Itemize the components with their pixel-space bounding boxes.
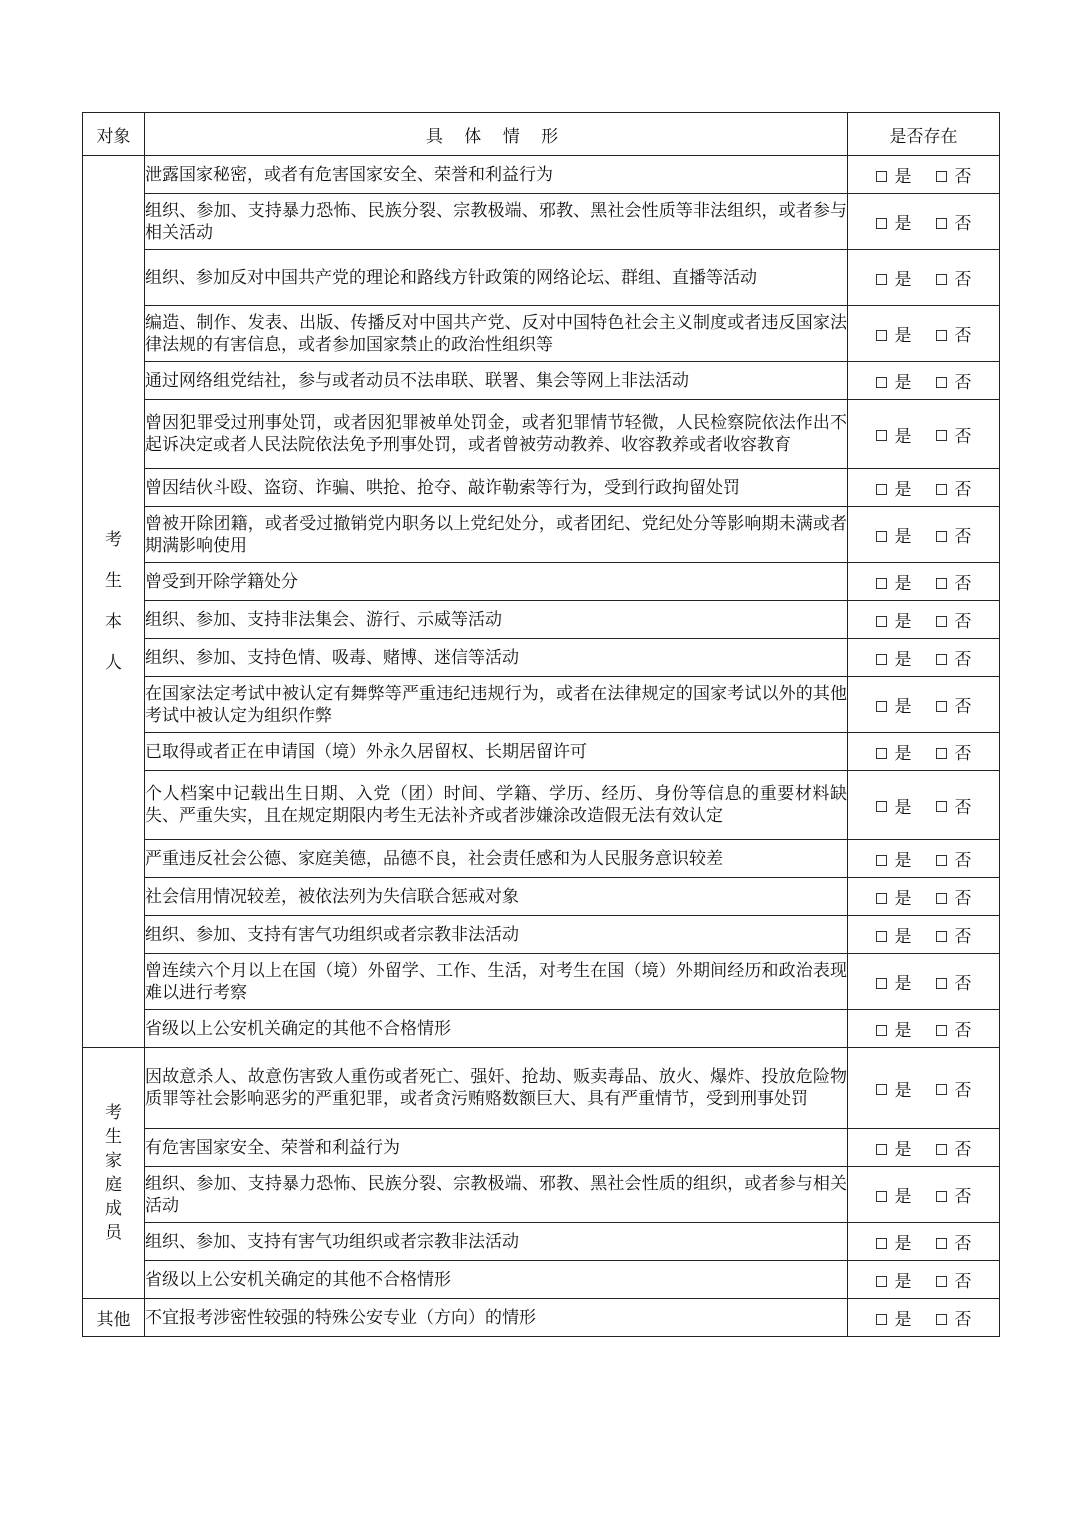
checkbox-icon[interactable] bbox=[876, 430, 887, 441]
yes-option[interactable] bbox=[876, 265, 912, 290]
table-header-row bbox=[83, 113, 1000, 156]
yes-option[interactable] bbox=[876, 422, 912, 447]
table-row bbox=[83, 1167, 1000, 1223]
checkbox-icon[interactable] bbox=[876, 978, 887, 989]
yes-label: 是 bbox=[894, 1080, 912, 1101]
yes-label: 是 bbox=[894, 426, 912, 447]
checkbox-icon[interactable] bbox=[936, 893, 947, 904]
yes-label: 是 bbox=[894, 214, 912, 234]
yes-label: 是 bbox=[894, 480, 912, 500]
checkbox-icon[interactable] bbox=[936, 578, 947, 589]
checkbox-icon[interactable] bbox=[936, 330, 947, 341]
checkbox-icon[interactable] bbox=[876, 531, 887, 542]
no-option[interactable] bbox=[936, 884, 972, 909]
no-label: 否 bbox=[954, 1234, 972, 1254]
group-label-text: 考生本人 bbox=[105, 529, 122, 673]
checkbox-icon[interactable] bbox=[936, 1144, 947, 1155]
no-label: 否 bbox=[954, 927, 972, 947]
yes-option[interactable] bbox=[876, 1135, 912, 1160]
group-label-other: 其他 bbox=[83, 1299, 145, 1337]
checkbox-icon[interactable] bbox=[876, 1238, 887, 1249]
yes-label: 是 bbox=[894, 1021, 912, 1041]
answer-cell bbox=[848, 639, 1000, 677]
answer-cell bbox=[848, 469, 1000, 507]
answer-cell bbox=[848, 601, 1000, 639]
situation-text: 组织、参加、支持色情、吸毒、赌博、迷信等活动 bbox=[145, 639, 848, 677]
yes-label: 是 bbox=[894, 574, 912, 594]
no-label: 否 bbox=[954, 1310, 972, 1330]
checkbox-icon[interactable] bbox=[876, 1191, 887, 1202]
no-label: 否 bbox=[954, 974, 972, 994]
checkbox-icon[interactable] bbox=[936, 748, 947, 759]
checkbox-icon[interactable] bbox=[936, 171, 947, 182]
yes-option[interactable] bbox=[876, 884, 912, 909]
group-label-family bbox=[83, 1048, 145, 1299]
checkbox-icon[interactable] bbox=[936, 274, 947, 285]
answer-cell bbox=[848, 156, 1000, 194]
group-label-text: 考生家庭成员 bbox=[105, 1103, 122, 1243]
situation-text: 社会信用情况较差，被依法列为失信联合惩戒对象 bbox=[145, 878, 848, 916]
no-option[interactable] bbox=[936, 1267, 972, 1292]
table-row bbox=[83, 1261, 1000, 1299]
table-row bbox=[83, 156, 1000, 194]
yes-label: 是 bbox=[894, 270, 912, 290]
checkbox-icon[interactable] bbox=[936, 484, 947, 495]
checkbox-icon[interactable] bbox=[936, 801, 947, 812]
situation-text: 严重违反社会公德、家庭美德，品德不良，社会责任感和为人民服务意识较差 bbox=[145, 840, 848, 878]
checkbox-icon[interactable] bbox=[936, 531, 947, 542]
no-option[interactable] bbox=[936, 1229, 972, 1254]
checkbox-icon[interactable] bbox=[936, 616, 947, 627]
no-option[interactable] bbox=[936, 162, 972, 187]
answer-cell bbox=[848, 771, 1000, 840]
yes-label: 是 bbox=[894, 927, 912, 947]
checkbox-icon[interactable] bbox=[936, 1025, 947, 1036]
checkbox-icon[interactable] bbox=[936, 654, 947, 665]
table-row bbox=[83, 916, 1000, 954]
checkbox-icon[interactable] bbox=[936, 701, 947, 712]
yes-option[interactable] bbox=[876, 1076, 912, 1101]
checkbox-icon[interactable] bbox=[936, 1191, 947, 1202]
answer-cell bbox=[848, 400, 1000, 469]
checkbox-icon[interactable] bbox=[936, 218, 947, 229]
no-label: 否 bbox=[954, 612, 972, 632]
answer-cell bbox=[848, 250, 1000, 306]
no-option[interactable] bbox=[936, 475, 972, 500]
no-option[interactable] bbox=[936, 1016, 972, 1041]
table-row bbox=[83, 194, 1000, 250]
no-option[interactable] bbox=[936, 692, 972, 717]
checkbox-icon[interactable] bbox=[876, 701, 887, 712]
table-row bbox=[83, 601, 1000, 639]
answer-cell bbox=[848, 1129, 1000, 1167]
yes-label: 是 bbox=[894, 527, 912, 547]
checkbox-icon[interactable] bbox=[876, 218, 887, 229]
no-option[interactable] bbox=[936, 1305, 972, 1330]
no-label: 否 bbox=[954, 527, 972, 547]
no-option[interactable] bbox=[936, 969, 972, 994]
checkbox-icon[interactable] bbox=[936, 1084, 947, 1095]
no-label: 否 bbox=[954, 1140, 972, 1160]
checkbox-icon[interactable] bbox=[876, 1025, 887, 1036]
table-row bbox=[83, 250, 1000, 306]
no-option[interactable] bbox=[936, 1182, 972, 1207]
header-situation bbox=[145, 113, 848, 156]
yes-option[interactable] bbox=[876, 607, 912, 632]
yes-label: 是 bbox=[894, 650, 912, 670]
checkbox-icon[interactable] bbox=[876, 171, 887, 182]
table-row bbox=[83, 507, 1000, 563]
yes-option[interactable] bbox=[876, 692, 912, 717]
yes-label: 是 bbox=[894, 697, 912, 717]
answer-cell bbox=[848, 840, 1000, 878]
answer-cell bbox=[848, 1048, 1000, 1129]
no-option[interactable] bbox=[936, 1135, 972, 1160]
situation-text: 个人档案中记载出生日期、入党（团）时间、学籍、学历、经历、身份等信息的重要材料缺失、严重失实，且在规定期限内考生无法补齐或者涉嫌涂改造假无法有效认定 bbox=[145, 771, 848, 840]
checkbox-icon[interactable] bbox=[876, 654, 887, 665]
yes-option[interactable] bbox=[876, 1267, 912, 1292]
checkbox-icon[interactable] bbox=[876, 616, 887, 627]
group-label-candidate bbox=[83, 156, 145, 1048]
no-option[interactable] bbox=[936, 739, 972, 764]
situation-text: 已取得或者正在申请国（境）外永久居留权、长期居留许可 bbox=[145, 733, 848, 771]
situation-text: 组织、参加、支持暴力恐怖、民族分裂、宗教极端、邪教、黑社会性质等非法组织，或者参与相关活动 bbox=[145, 194, 848, 250]
yes-option[interactable] bbox=[876, 475, 912, 500]
yes-label: 是 bbox=[894, 1234, 912, 1254]
yes-label: 是 bbox=[894, 851, 912, 871]
yes-option[interactable] bbox=[876, 793, 912, 818]
table-row bbox=[83, 1223, 1000, 1261]
situation-text: 组织、参加、支持有害气功组织或者宗教非法活动 bbox=[145, 916, 848, 954]
checkbox-icon[interactable] bbox=[876, 1314, 887, 1325]
no-option[interactable] bbox=[936, 607, 972, 632]
situation-text: 不宜报考涉密性较强的特殊公安专业（方向）的情形 bbox=[145, 1299, 848, 1337]
table-row bbox=[83, 306, 1000, 362]
checkbox-icon[interactable] bbox=[876, 801, 887, 812]
yes-label: 是 bbox=[894, 889, 912, 909]
no-label: 否 bbox=[954, 1187, 972, 1207]
yes-option[interactable] bbox=[876, 522, 912, 547]
checkbox-icon[interactable] bbox=[936, 978, 947, 989]
table-row bbox=[83, 954, 1000, 1010]
situation-text: 组织、参加、支持暴力恐怖、民族分裂、宗教极端、邪教、黑社会性质的组织，或者参与相关活动 bbox=[145, 1167, 848, 1223]
table-row bbox=[83, 1129, 1000, 1167]
checkbox-icon[interactable] bbox=[876, 893, 887, 904]
no-option[interactable] bbox=[936, 209, 972, 234]
situation-text: 泄露国家秘密，或者有危害国家安全、荣誉和利益行为 bbox=[145, 156, 848, 194]
yes-option[interactable] bbox=[876, 321, 912, 346]
yes-label: 是 bbox=[894, 744, 912, 764]
no-option[interactable] bbox=[936, 569, 972, 594]
no-label: 否 bbox=[954, 574, 972, 594]
checkbox-icon[interactable] bbox=[936, 1314, 947, 1325]
checkbox-icon[interactable] bbox=[876, 330, 887, 341]
yes-option[interactable] bbox=[876, 1182, 912, 1207]
answer-cell bbox=[848, 1261, 1000, 1299]
checkbox-icon[interactable] bbox=[876, 855, 887, 866]
table-row bbox=[83, 1299, 1000, 1337]
checkbox-icon[interactable] bbox=[936, 1276, 947, 1287]
table-row bbox=[83, 1048, 1000, 1129]
header-situation-text: 具 体 情 形 bbox=[425, 126, 567, 147]
no-label: 否 bbox=[954, 326, 972, 346]
yes-option[interactable] bbox=[876, 846, 912, 871]
checkbox-icon[interactable] bbox=[876, 931, 887, 942]
table-row bbox=[83, 771, 1000, 840]
table-row bbox=[83, 563, 1000, 601]
checkbox-icon[interactable] bbox=[936, 1238, 947, 1249]
checkbox-icon[interactable] bbox=[936, 931, 947, 942]
answer-cell bbox=[848, 916, 1000, 954]
no-label: 否 bbox=[954, 797, 972, 818]
no-option[interactable] bbox=[936, 793, 972, 818]
no-option[interactable] bbox=[936, 321, 972, 346]
yes-option[interactable] bbox=[876, 969, 912, 994]
yes-label: 是 bbox=[894, 1310, 912, 1330]
table-row bbox=[83, 639, 1000, 677]
yes-option[interactable] bbox=[876, 1229, 912, 1254]
answer-cell bbox=[848, 1299, 1000, 1337]
header-exists: 是否存在 bbox=[848, 113, 1000, 156]
yes-label: 是 bbox=[894, 612, 912, 632]
situation-text: 组织、参加、支持有害气功组织或者宗教非法活动 bbox=[145, 1223, 848, 1261]
no-option[interactable] bbox=[936, 922, 972, 947]
situation-text: 组织、参加、支持非法集会、游行、示威等活动 bbox=[145, 601, 848, 639]
no-option[interactable] bbox=[936, 265, 972, 290]
answer-cell bbox=[848, 507, 1000, 563]
yes-option[interactable] bbox=[876, 569, 912, 594]
no-label: 否 bbox=[954, 214, 972, 234]
yes-label: 是 bbox=[894, 797, 912, 818]
political-review-form-table bbox=[82, 112, 1000, 1337]
situation-text: 曾连续六个月以上在国（境）外留学、工作、生活，对考生在国（境）外期间经历和政治表现难以进行考察 bbox=[145, 954, 848, 1010]
no-label: 否 bbox=[954, 426, 972, 447]
situation-text: 组织、参加反对中国共产党的理论和路线方针政策的网络论坛、群组、直播等活动 bbox=[145, 250, 848, 306]
no-label: 否 bbox=[954, 889, 972, 909]
yes-label: 是 bbox=[894, 1140, 912, 1160]
yes-label: 是 bbox=[894, 167, 912, 187]
no-option[interactable] bbox=[936, 645, 972, 670]
table-row bbox=[83, 362, 1000, 400]
yes-label: 是 bbox=[894, 373, 912, 393]
situation-text: 有危害国家安全、荣誉和利益行为 bbox=[145, 1129, 848, 1167]
checkbox-icon[interactable] bbox=[936, 430, 947, 441]
situation-text: 编造、制作、发表、出版、传播反对中国共产党、反对中国特色社会主义制度或者违反国家法律法规的有害信息，或者参加国家禁止的政治性组织等 bbox=[145, 306, 848, 362]
yes-option[interactable] bbox=[876, 645, 912, 670]
table-row bbox=[83, 469, 1000, 507]
yes-label: 是 bbox=[894, 1272, 912, 1292]
checkbox-icon[interactable] bbox=[936, 377, 947, 388]
no-option[interactable] bbox=[936, 422, 972, 447]
no-label: 否 bbox=[954, 697, 972, 717]
yes-label: 是 bbox=[894, 1187, 912, 1207]
yes-option[interactable] bbox=[876, 922, 912, 947]
answer-cell bbox=[848, 733, 1000, 771]
yes-option[interactable] bbox=[876, 1016, 912, 1041]
table-row bbox=[83, 733, 1000, 771]
no-option[interactable] bbox=[936, 522, 972, 547]
checkbox-icon[interactable] bbox=[876, 1084, 887, 1095]
situation-text: 因故意杀人、故意伤害致人重伤或者死亡、强奸、抢劫、贩卖毒品、放火、爆炸、投放危险物质罪等社会影响恶劣的严重犯罪，或者贪污贿赂数额巨大、具有严重情节，受到刑事处罚 bbox=[145, 1048, 848, 1129]
no-label: 否 bbox=[954, 270, 972, 290]
no-label: 否 bbox=[954, 1272, 972, 1292]
no-label: 否 bbox=[954, 480, 972, 500]
no-label: 否 bbox=[954, 851, 972, 871]
no-option[interactable] bbox=[936, 368, 972, 393]
yes-label: 是 bbox=[894, 326, 912, 346]
answer-cell bbox=[848, 306, 1000, 362]
situation-text: 在国家法定考试中被认定有舞弊等严重违纪违规行为，或者在法律规定的国家考试以外的其他考试中被认定为组织作弊 bbox=[145, 677, 848, 733]
situation-text: 曾因结伙斗殴、盗窃、诈骗、哄抢、抢夺、敲诈勒索等行为，受到行政拘留处罚 bbox=[145, 469, 848, 507]
no-label: 否 bbox=[954, 650, 972, 670]
checkbox-icon[interactable] bbox=[876, 274, 887, 285]
yes-option[interactable] bbox=[876, 162, 912, 187]
checkbox-icon[interactable] bbox=[876, 578, 887, 589]
checkbox-icon[interactable] bbox=[876, 484, 887, 495]
no-label: 否 bbox=[954, 744, 972, 764]
checkbox-icon[interactable] bbox=[936, 855, 947, 866]
table-row bbox=[83, 878, 1000, 916]
no-label: 否 bbox=[954, 167, 972, 187]
no-label: 否 bbox=[954, 373, 972, 393]
table-row bbox=[83, 677, 1000, 733]
answer-cell bbox=[848, 878, 1000, 916]
answer-cell bbox=[848, 362, 1000, 400]
no-label: 否 bbox=[954, 1021, 972, 1041]
checkbox-icon[interactable] bbox=[876, 748, 887, 759]
situation-text: 省级以上公安机关确定的其他不合格情形 bbox=[145, 1261, 848, 1299]
no-option[interactable] bbox=[936, 846, 972, 871]
answer-cell bbox=[848, 677, 1000, 733]
answer-cell bbox=[848, 194, 1000, 250]
answer-cell bbox=[848, 563, 1000, 601]
checkbox-icon[interactable] bbox=[876, 1144, 887, 1155]
situation-text: 通过网络组党结社，参与或者动员不法串联、联署、集会等网上非法活动 bbox=[145, 362, 848, 400]
checkbox-icon[interactable] bbox=[876, 1276, 887, 1287]
answer-cell bbox=[848, 954, 1000, 1010]
yes-option[interactable] bbox=[876, 368, 912, 393]
header-subject: 对象 bbox=[83, 113, 145, 156]
yes-option[interactable] bbox=[876, 1305, 912, 1330]
table-row bbox=[83, 400, 1000, 469]
table-row bbox=[83, 840, 1000, 878]
situation-text: 省级以上公安机关确定的其他不合格情形 bbox=[145, 1010, 848, 1048]
situation-text: 曾受到开除学籍处分 bbox=[145, 563, 848, 601]
no-label: 否 bbox=[954, 1080, 972, 1101]
yes-option[interactable] bbox=[876, 209, 912, 234]
situation-text: 曾因犯罪受过刑事处罚，或者因犯罪被单处罚金，或者犯罪情节轻微，人民检察院依法作出不起诉决定或者人民法院依法免予刑事处罚，或者曾被劳动教养、收容教养或者收容教育 bbox=[145, 400, 848, 469]
yes-option[interactable] bbox=[876, 739, 912, 764]
checkbox-icon[interactable] bbox=[876, 377, 887, 388]
no-option[interactable] bbox=[936, 1076, 972, 1101]
situation-text: 曾被开除团籍，或者受过撤销党内职务以上党纪处分，或者团纪、党纪处分等影响期未满或者期满影响使用 bbox=[145, 507, 848, 563]
answer-cell bbox=[848, 1223, 1000, 1261]
yes-label: 是 bbox=[894, 974, 912, 994]
answer-cell bbox=[848, 1010, 1000, 1048]
answer-cell bbox=[848, 1167, 1000, 1223]
table-row bbox=[83, 1010, 1000, 1048]
